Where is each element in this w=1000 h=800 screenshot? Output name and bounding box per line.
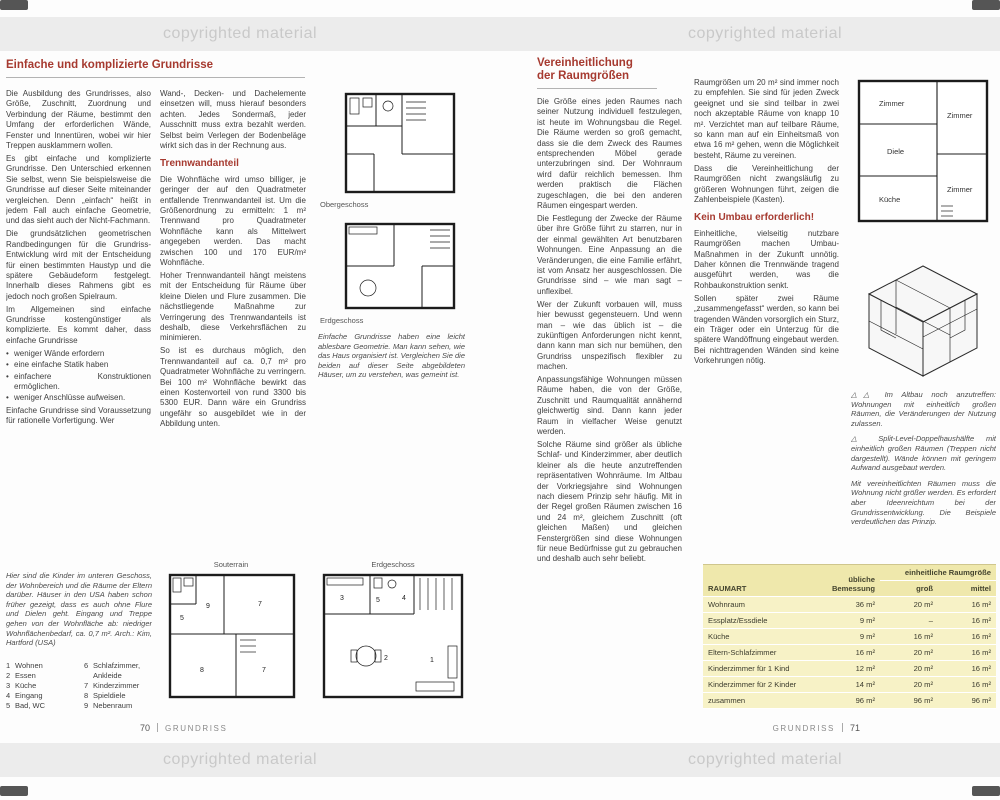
legend-column — [84, 661, 154, 711]
legend-number: 7 — [84, 681, 89, 690]
legend-number: 6 — [84, 661, 89, 670]
table-header-uebliche-bemessung: übliche Bemessung — [821, 565, 880, 597]
legend-item — [6, 681, 76, 691]
legend-label: Schlafzimmer, Ankleide — [93, 661, 141, 680]
table-cell: 9 m² — [821, 629, 880, 645]
legend-number: 4 — [6, 691, 11, 700]
scan-corner-mark — [972, 786, 1000, 796]
figure-caption-erdgeschoss-2: Erdgeschoss — [371, 560, 415, 569]
right-figure-captions — [851, 390, 996, 562]
body-paragraph: Solche Räume sind größer als übliche Schlaf- und Kinderzimmer, aber deutlich kleiner als die heute anzutreffenden repräsentativen Wohnräume. Im Altbau der Vorkriegsjahre sind Wohnungen nach diesem Prinzip sehr häufig. Mit in der Regel großen Räumen zwischen 16 und 24 m², gleichem Zuschnitt (oft gleichen Maßen) und gleichen Fenstergrößen sind diese Wohnungen für neue Bedürfnisse gut zu gebrauchen und deshalb auch sehr beliebt. — [537, 440, 682, 564]
legend-number: 2 — [6, 671, 11, 680]
bottom-figure-caption — [6, 571, 152, 659]
body-paragraph: Die grundsätzlichen geometrischen Randbedingungen für die Grundriss-Entwicklung wird mit der Entscheidung für einen bestimmten Haustyp und die spätere Gebäudeform festgelegt. Innerhalb dieses Rahmens gibt es jedoch noch großen Spielraum. — [6, 229, 151, 301]
legend-number: 9 — [84, 701, 89, 710]
legend-label: Spieldiele — [93, 691, 126, 700]
table-total-row — [703, 693, 996, 709]
legend-item — [6, 671, 76, 681]
footer-divider — [842, 723, 843, 732]
body-paragraph: Einfache Grundrisse sind Voraussetzung für rationelle Vorfertigung. Wer — [6, 405, 151, 426]
table-cell: Eltern-Schlafzimmer — [703, 645, 821, 661]
table-cell: 16 m² — [938, 661, 996, 677]
legend-item — [84, 661, 154, 681]
table-cell: 16 m² — [938, 629, 996, 645]
table-cell: 14 m² — [821, 677, 880, 693]
table-cell: Kinderzimmer für 1 Kind — [703, 661, 821, 677]
body-paragraph: Sollen später zwei Räume „zusammengefasst“ werden, so kann bei tragenden Wänden vorsorglich ein Sturz, ein Träger oder ein Unterzug für die spätere Wandöffnung eingebaut werden. Bei nichttragenden Wänden sind keine Vorkehrungen nötig. — [694, 293, 839, 366]
table-header-mittel: mittel — [938, 581, 996, 597]
right-column-2 — [694, 78, 839, 550]
body-paragraph: So ist es durchaus möglich, den Trennwandanteil auf ca. 0,7 m² pro Quadratmeter Wohnfläche zu verringern. Bei 100 m² Wohnfläche bewirkt das einen Kostenvorteil von rund 3300 bis 5300 EUR. Dann wäre ein Grundriss ungefähr so ausgebildet wie in der Abbildung unten. — [160, 346, 306, 429]
section-heading-trennwandanteil: Trennwandanteil — [160, 158, 239, 170]
figure-note — [318, 332, 465, 402]
body-paragraph: Dass die Vereinheitlichung der Raumgrößen nicht zwangsläufig zu größeren Wohnungen führt, zeigen die Zahlenbeispiele (Kasten). — [694, 163, 839, 204]
bullet-item: • weniger Wände erfordern — [6, 349, 151, 359]
raumgroessen-table — [703, 564, 996, 709]
chapter-label: GRUNDRISS — [165, 724, 228, 733]
table-row — [703, 629, 996, 645]
right-page-title-line1: Vereinheitlichung — [537, 57, 633, 69]
table-row — [703, 597, 996, 613]
table-row — [703, 645, 996, 661]
plan-number-essen: 2 — [384, 655, 388, 662]
table-cell: Kinderzimmer für 2 Kinder — [703, 677, 821, 693]
figure-caption-split-level: △ Split-Level-Doppelhaushälfte mit einheitlich großen Räumen (Treppen nicht dargestellt). Wände können mit geringem Aufwand ausgebaut werden. — [851, 434, 996, 473]
legend-number: 5 — [6, 701, 11, 710]
table-cell: 96 m² — [880, 693, 938, 709]
plan-number-kinderzimmer: 7 — [262, 667, 266, 674]
legend-label: Nebenraum — [93, 701, 133, 710]
plan-legend — [6, 661, 158, 711]
legend-label: Küche — [15, 681, 37, 690]
body-paragraph: Die Wohnfläche wird umso billiger, je geringer der auf den Quadratmeter entfallende Trennwandanteil ist. Um die Größenordnung zu ermitteln: 1 m² Trennwand pro Quadratmeter Wohnfläche kann als Mittelwert angegeben werden. Das macht zwischen 100 und 170 EUR/m² Wohnfläche. — [160, 174, 306, 268]
footer-divider — [157, 723, 158, 732]
table-cell: 20 m² — [880, 661, 938, 677]
table-header-gross: groß — [880, 581, 938, 597]
legend-item — [6, 691, 76, 701]
room-label-zimmer: Zimmer — [947, 111, 973, 120]
legend-label: Essen — [15, 671, 36, 680]
body-paragraph: Im Allgemeinen sind einfache Grundrisse kostengünstiger als komplizierte. Es kommt daher, dass einfache Grundrisse — [6, 304, 151, 345]
table-header-einheitliche-raumgroesse: einheitliche Raumgröße — [880, 565, 996, 581]
legend-item — [6, 701, 76, 711]
plan-number-kinderzimmer: 7 — [258, 601, 262, 608]
watermark-text: copyrighted material — [687, 751, 843, 768]
figure-caption-obergeschoss: Obergeschoss — [320, 200, 369, 209]
right-page-title-line2: der Raumgrößen — [537, 70, 630, 82]
body-paragraph: Hoher Trennwandanteil hängt meistens mit der Entscheidung für Räume über kleine Dielen und Flure zusammen. Die nächstliegende Maßnahme zur Verringerung des Trennwandanteils ist deshalb, diese Verkehrsflächen zu minimieren. — [160, 271, 306, 343]
table-cell: 96 m² — [938, 693, 996, 709]
legend-number: 8 — [84, 691, 89, 700]
floorplan-erdgeschoss-2 — [318, 570, 468, 702]
plan-number-spieldiele: 8 — [200, 667, 204, 674]
body-paragraph: Raumgrößen um 20 m² sind immer noch zu empfehlen. Sie sind für jeden Zweck geeignet und sie sind teilbar in zwei noch akzeptable Räume von knapp 10 m². Verzichtet man auf teilbare Räume, so kann man auf ein Einheitsmaß von etwa 16 m² gehen, wenn die Möglichkeit besteht, Räume zu vereinen. — [694, 78, 839, 160]
table-header-raumart: RAUMART — [703, 565, 821, 597]
body-paragraph: Anpassungsfähige Wohnungen müssen Räume haben, die von der Größe, Zuschnitt und Raumqualität annähernd gleichwertig sind. Dann kann jeder Raum in vielfacher Weise genutzt werden. — [537, 375, 682, 437]
figure-caption-altbau: △△ Im Altbau noch anzutreffen: Wohnungen mit einheitlich großen Räumen, die Veränderungen der Nutzung zulassen. — [851, 390, 996, 428]
body-paragraph: Einheitliche, vielseitig nutzbare Raumgrößen machen Umbau-Maßnahmen in der Zukunft unnötig. Daher können die Trennwände tragend ausgeführt werden, was die Rohbaukonstruktion senkt. — [694, 228, 839, 290]
table-cell: 16 m² — [938, 645, 996, 661]
legend-item — [84, 691, 154, 701]
bullet-item: • weniger Anschlüsse aufweisen. — [6, 393, 151, 403]
page-number: 70 — [140, 723, 151, 733]
body-paragraph: Wand-, Decken- und Dachelemente einsetzen will, muss hierauf besonders achten. Jedes Sondermaß, jeder Ausschnitt muss extra bezahlt werden. Selbst beim Verlegen der Bodenbeläge wirkt sich das in der Rechnung aus. — [160, 89, 306, 151]
heading-rule — [6, 77, 305, 78]
table-cell: 16 m² — [938, 677, 996, 693]
heading-rule — [537, 88, 657, 89]
table-row — [703, 677, 996, 693]
table-row — [703, 613, 996, 629]
bullet-item: • einfachere Konstruktionen ermöglichen. — [6, 372, 151, 393]
figure-note-text: Einfache Grundrisse haben eine leicht ablesbare Geometrie. Man kann sehen, wie das Haus organisiert ist. Vergleichen Sie die beiden auf dieser Seite abgebildeten Häuser, um zu verstehen, was gemeint ist. — [318, 332, 465, 380]
footer-right — [773, 723, 860, 733]
left-page-title: Einfache und komplizierte Grundrisse — [6, 59, 214, 71]
table-row — [703, 661, 996, 677]
footer-left — [140, 723, 227, 733]
table-cell: 16 m² — [938, 613, 996, 629]
bullet-item: • eine einfache Statik haben — [6, 360, 151, 370]
table-cell: zusammen — [703, 693, 821, 709]
bottom-figure-caption-text: Hier sind die Kinder im unteren Geschoss, der Wohnbereich und die Räume der Eltern darüber. Häuser in den USA haben schon früher gezeigt, dass es auch ohne Flure und Dielen geht. Eingang und Treppe gehen von der Wohnfläche ab: niedriger Wohnflächenbedarf, ca. 0,7 m². Arch.: Kim, Hartford (USA) — [6, 571, 152, 648]
room-label-diele: Diele — [887, 147, 905, 156]
table-cell: 16 m² — [880, 629, 938, 645]
table-cell: 20 m² — [880, 677, 938, 693]
body-paragraph: Es gibt einfache und komplizierte Grundrisse. Den Unterschied erkennen Sie selbst, wenn Sie beispielsweise die Grundrisse auf dieser Seite miteinander vergleichen. Denn „einfach“ heißt in jedem Fall auch einfache Geometrie, und das sieht auch der Nicht-Fachmann. — [6, 153, 151, 226]
plan-number-bad: 5 — [376, 597, 380, 604]
watermark-text: copyrighted material — [162, 751, 318, 768]
legend-label: Bad, WC — [15, 701, 46, 710]
plan-number-wohnen: 1 — [430, 657, 434, 664]
legend-item — [84, 681, 154, 691]
floorplan-altbau-wohnung — [851, 76, 996, 228]
legend-label: Eingang — [15, 691, 43, 700]
floorplan-obergeschoss — [318, 90, 465, 196]
figure-caption-souterrain: Souterrain — [213, 560, 249, 569]
page-number: 71 — [849, 723, 860, 733]
table-cell: 12 m² — [821, 661, 880, 677]
chapter-label: GRUNDRISS — [772, 724, 835, 733]
scan-corner-mark — [0, 786, 28, 796]
plan-number-bad: 5 — [180, 615, 184, 622]
body-paragraph: Wer der Zukunft vorbauen will, muss hier bewusst gegensteuern. Und wenn man – wie das üblich ist – die zukünftigen Anforderungen nicht kennt, dann kann man sich nur bemühen, den Grundriss unspezifisch flexibler zu machen. — [537, 299, 682, 372]
table-cell: Küche — [703, 629, 821, 645]
axonometric-split-level-drawing — [851, 234, 996, 384]
table-cell: – — [880, 613, 938, 629]
legend-number: 3 — [6, 681, 11, 690]
table-cell: 16 m² — [821, 645, 880, 661]
plan-number-eingang: 4 — [402, 595, 406, 602]
bullet-list — [6, 349, 151, 404]
floorplan-souterrain — [160, 570, 302, 702]
table-cell: 96 m² — [821, 693, 880, 709]
plan-number-kueche: 3 — [340, 595, 344, 602]
watermark-text: copyrighted material — [162, 25, 318, 42]
watermark-band-bottom — [0, 743, 1000, 777]
table-cell: 20 m² — [880, 597, 938, 613]
figure-caption-prinzip: Mit vereinheitlichten Räumen muss die Wohnung nicht größer werden. Es erfordert aber Ideenreichtum bei der Grundrissentwicklung. Die Beispiele verdeutlichen das Prinzip. — [851, 478, 996, 527]
body-paragraph: Die Festlegung der Zwecke der Räume über ihre Größe führt zu starren, nur in der einmal gewählten Art benutzbaren Wohnungen. Eine Anpassung an die Veränderungen, die eine Familie erfährt, ist vom Ansatz her ausgeschlossen. Die Grundrisse sind – wie man sagt – unflexibel. — [537, 213, 682, 296]
table-cell: Essplatz/Essdiele — [703, 613, 821, 629]
scan-corner-mark — [0, 0, 28, 10]
legend-label: Kinderzimmer — [93, 681, 140, 690]
room-label-zimmer: Zimmer — [947, 185, 973, 194]
watermark-band-top — [0, 17, 1000, 51]
body-paragraph: Die Ausbildung des Grundrisses, also Größe, Zuschnitt, Zuordnung und Verbindung der Räume, bestimmt den Umfang der erforderlichen Wände, Fenster und Innentüren, wobei wir hier Treppen ausklammern wollen. — [6, 89, 151, 151]
table-cell: 36 m² — [821, 597, 880, 613]
room-label-kueche: Küche — [879, 195, 901, 204]
body-paragraph: Die Größe eines jeden Raumes nach seiner Nutzung individuell festzulegen, ist heute im Wohnungsbau die Regel. Die Räume werden so groß gemacht, dass sie die dem Zweck des Raumes entsprechenden Möbel gerade unterzubringen sind. Der Wohnraum wird dafür reichlich bemessen. Ihm werden praktisch die Flächen zugeschlagen, die bei den anderen Räumen eingespart werden. — [537, 97, 682, 211]
right-page-title — [537, 57, 717, 83]
left-column-1 — [6, 89, 151, 565]
floorplan-erdgeschoss — [318, 220, 465, 312]
watermark-text: copyrighted material — [687, 25, 843, 42]
room-label-zimmer: Zimmer — [879, 99, 905, 108]
table-cell: 20 m² — [880, 645, 938, 661]
right-column-1 — [537, 97, 682, 693]
legend-item — [6, 661, 76, 671]
scan-corner-mark — [972, 0, 1000, 10]
legend-number: 1 — [6, 661, 11, 670]
table-cell: Wohnraum — [703, 597, 821, 613]
figure-caption-erdgeschoss: Erdgeschoss — [320, 316, 364, 325]
legend-column — [6, 661, 76, 711]
legend-item — [84, 701, 154, 711]
table-cell: 9 m² — [821, 613, 880, 629]
left-column-2 — [160, 89, 306, 565]
legend-label: Wohnen — [15, 661, 43, 670]
section-heading-kein-umbau: Kein Umbau erforderlich! — [694, 212, 815, 224]
table-cell: 16 m² — [938, 597, 996, 613]
plan-number-nebenraum: 9 — [206, 603, 210, 610]
